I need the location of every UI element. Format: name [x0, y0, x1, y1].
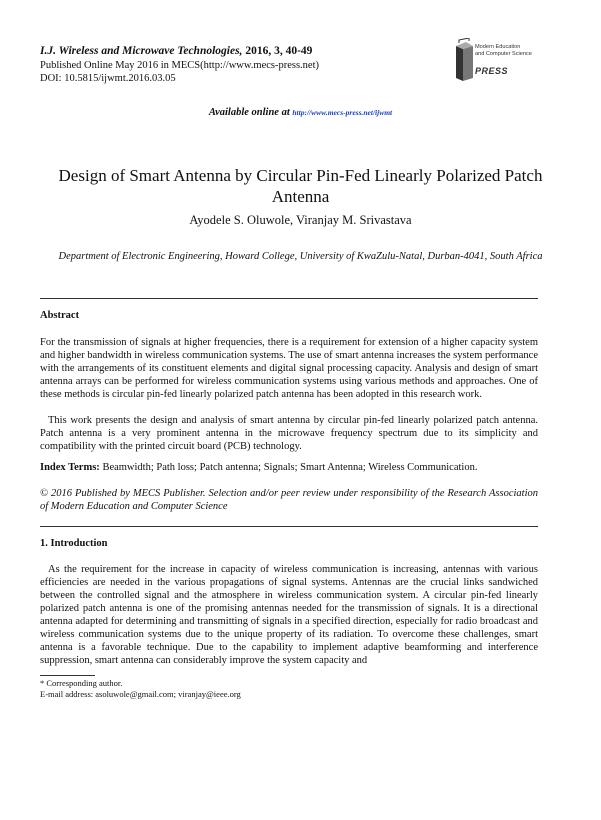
journal-url-link[interactable]: http://www.mecs-press.net/ijwmt	[292, 108, 393, 117]
paper-title: Design of Smart Antenna by Circular Pin-Fed Linearly Polarized Patch Antenna	[58, 166, 543, 206]
introduction-paragraph: As the requirement for the increase in capacity of wireless communication is increasing, antennas with various efficiencies are needed in the various propagations of signal systems. Antennas are the crucial links sandwiched between the controlled signal and the atmosphere in wireless communication system. A circular pin-fed linearly polarized patch antenna is one of the promising antennas needed for the transmission of signals. It is a directional antenna adapted for determining and transmitting of signals in a specified direction, especially for radio broadcast and wireless communication systems due to the unique property of its radiation. To overcome these challenges, smart antenna is a favorable technique. Due to the capability to implement adaptive beamforming and interference suppression, smart antenna can considerably improve the system capacity and	[40, 564, 538, 666]
book-stack-icon	[453, 38, 477, 82]
journal-issue: 2016, 3, 40-49	[245, 45, 313, 57]
logo-press-label: PRESS	[475, 66, 509, 76]
corresponding-author-note: * Corresponding author.	[40, 678, 123, 688]
index-terms: Index Terms: Beamwidth; Path loss; Patch antenna; Signals; Smart Antenna; Wireless Communication.	[40, 462, 478, 473]
logo-text: Modern Education and Computer Science	[475, 44, 532, 57]
abstract-heading: Abstract	[40, 310, 80, 321]
available-online: Available online at http://www.mecs-press.net/ijwmt	[208, 107, 393, 118]
doi: DOI: 10.5815/ijwmt.2016.03.05	[40, 73, 176, 84]
abstract-paragraph-1: For the transmission of signals at higher frequencies, there is a requirement for extension of a higher capacity system and higher bandwidth in wireless communication systems. The use of smart antenna increases the system performance with the arrangements of its constituent elements and digital signal processing capacity. Analysis and design of smart antenna arrays can be performed for wireless communication systems using various methods and approaches. One of these methods is circular pin-fed linearly polarized patch antenna has been adopted in this research work.	[40, 337, 538, 400]
affiliation: Department of Electronic Engineering, Howard College, University of KwaZulu-Natal, Durban-4041, South Africa	[58, 251, 543, 262]
footnote-divider	[40, 675, 95, 676]
paper-authors: Ayodele S. Oluwole, Viranjay M. Srivastava	[189, 213, 412, 227]
divider	[40, 298, 538, 299]
journal-title: I.J. Wireless and Microwave Technologies, 2016, 3, 40-49	[40, 45, 313, 57]
divider	[40, 526, 538, 527]
email-address: E-mail address: asoluwole@gmail.com; viranjay@ieee.org	[40, 689, 241, 699]
copyright-notice: © 2016 Published by MECS Publisher. Selection and/or peer review under responsibility of the Research Association of Modern Education and Computer Science	[40, 488, 538, 512]
abstract-paragraph-2: This work presents the design and analysis of smart antenna by circular pin-fed linearly polarized patch antenna. Patch antenna is a very prominent antenna in the microwave frequency spectrum due to its simplicity and compatibility with the printed circuit board (PCB) technology.	[40, 415, 538, 452]
mecs-press-logo	[453, 38, 563, 88]
published-online: Published Online May 2016 in MECS(http://www.mecs-press.net)	[40, 60, 320, 71]
introduction-heading: 1. Introduction	[40, 538, 108, 549]
